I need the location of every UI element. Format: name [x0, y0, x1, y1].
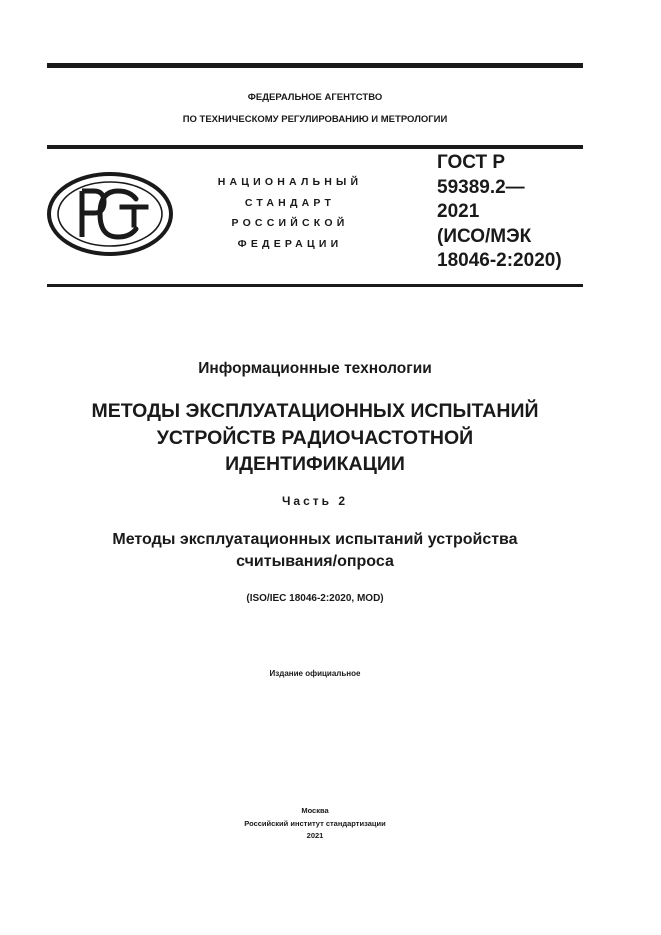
designation-line: (ИСО/МЭК [437, 225, 532, 247]
bottom-rule [47, 284, 583, 287]
agency-line-2: ПО ТЕХНИЧЕСКОМУ РЕГУЛИРОВАНИЮ И МЕТРОЛОГИИ [182, 114, 448, 125]
national-standard-line: ФЕДЕРАЦИИ [237, 237, 343, 250]
subject-heading: Информационные технологии [198, 360, 432, 377]
top-rule [47, 63, 583, 68]
national-standard-line: РОССИЙСКОЙ [231, 217, 349, 229]
designation-line: 59389.2— [437, 176, 525, 198]
imprint [47, 805, 583, 843]
iso-reference: (ISO/IEC 18046-2:2020, MOD) [246, 593, 384, 604]
national-standard-block [190, 172, 390, 254]
subtitle-line: считывания/опроса [236, 552, 394, 570]
imprint-city: Москва [301, 806, 329, 815]
document-subtitle [47, 529, 583, 572]
imprint-publisher: Российский институт стандартизации [244, 818, 386, 828]
middle-rule [47, 145, 583, 149]
part-label: Часть 2 [281, 494, 349, 508]
imprint-year: 2021 [306, 831, 324, 840]
title-line: ИДЕНТИФИКАЦИИ [225, 453, 405, 475]
gost-r-logo-icon [46, 171, 174, 257]
edition-label: Издание официальное [269, 669, 361, 678]
designation-line: 2021 [437, 201, 480, 222]
standard-designation [437, 151, 583, 274]
title-line: УСТРОЙСТВ РАДИОЧАСТОТНОЙ [156, 426, 474, 449]
subtitle-line: Методы эксплуатационных испытаний устройства [112, 531, 518, 548]
national-standard-line: СТАНДАРТ [244, 196, 336, 209]
document-title [47, 398, 583, 478]
title-line: МЕТОДЫ ЭКСПЛУАТАЦИОННЫХ ИСПЫТАНИЙ [91, 400, 539, 422]
agency-line-1: ФЕДЕРАЛЬНОЕ АГЕНТСТВО [247, 92, 383, 103]
designation-line: 18046-2:2020) [437, 250, 562, 271]
national-standard-line: НАЦИОНАЛЬНЫЙ [217, 176, 363, 188]
designation-line: ГОСТ Р [437, 152, 506, 173]
